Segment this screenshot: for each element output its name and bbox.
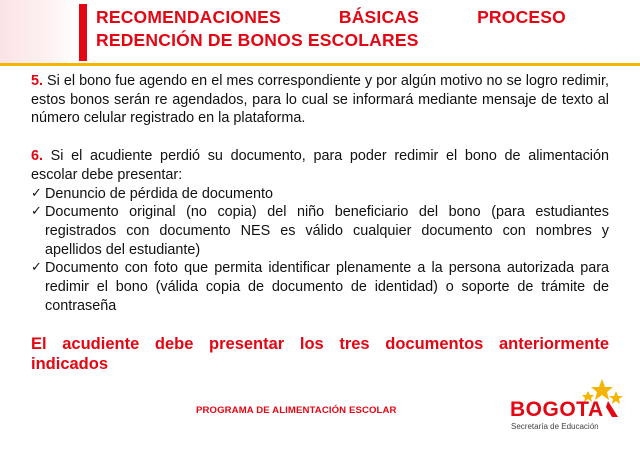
title-word-1: RECOMENDACIONES bbox=[96, 7, 281, 27]
list-item bbox=[31, 185, 609, 204]
list-item-text: Documento original (no copia) del niño beneficiario del bono (para estudiantes registrados con documento NES es válido cualquier documento con nombres y apellidos del estudiante) bbox=[45, 204, 609, 258]
title-line-1 bbox=[96, 6, 566, 29]
check-icon: ✓ bbox=[31, 204, 42, 220]
page-title bbox=[96, 6, 566, 52]
list-item bbox=[31, 203, 609, 259]
title-word-3: PROCESO bbox=[477, 7, 566, 27]
footer-program-name: PROGRAMA DE ALIMENTACIÓN ESCOLAR bbox=[196, 405, 397, 416]
item-6 bbox=[31, 147, 609, 184]
list-item-text: Denuncio de pérdida de documento bbox=[45, 185, 274, 202]
main-content bbox=[31, 72, 609, 391]
important-note: El acudiente debe presentar los tres documentos anteriormente indicados bbox=[31, 335, 609, 374]
spacer bbox=[31, 128, 609, 147]
logo-wordmark: BOGOTA bbox=[510, 398, 604, 421]
list-item-text: Documento con foto que permita identificar plenamente a la persona autorizada para redimir el bono (válida copia de documento de identidad) o soporte de trámite de contraseña bbox=[45, 260, 609, 314]
bogota-logo bbox=[508, 377, 626, 437]
logo-subtitle: Secretaría de Educación bbox=[511, 422, 599, 431]
header-divider bbox=[0, 63, 640, 66]
requirements-list bbox=[31, 185, 609, 316]
header-band bbox=[0, 0, 78, 63]
title-line-2: REDENCIÓN DE BONOS ESCOLARES bbox=[96, 30, 419, 50]
item-5-number: 5. bbox=[31, 73, 44, 89]
title-accent-bar bbox=[79, 4, 87, 61]
item-5-text: Si el bono fue agendo en el mes correspondiente y por algún motivo no se logro redimir, estos bonos serán re agendados, para lo cual se informará mediante mensaje de texto al número celular registrado en la plataforma. bbox=[31, 73, 609, 127]
item-5 bbox=[31, 72, 609, 128]
title-word-2: BÁSICAS bbox=[338, 7, 420, 27]
item-6-text: Si el acudiente perdió su documento, para poder redimir el bono de alimentación escolar debe presentar: bbox=[31, 148, 609, 183]
list-item bbox=[31, 259, 609, 315]
check-icon: ✓ bbox=[31, 185, 42, 201]
check-icon: ✓ bbox=[31, 260, 42, 276]
item-6-number: 6. bbox=[31, 148, 44, 165]
